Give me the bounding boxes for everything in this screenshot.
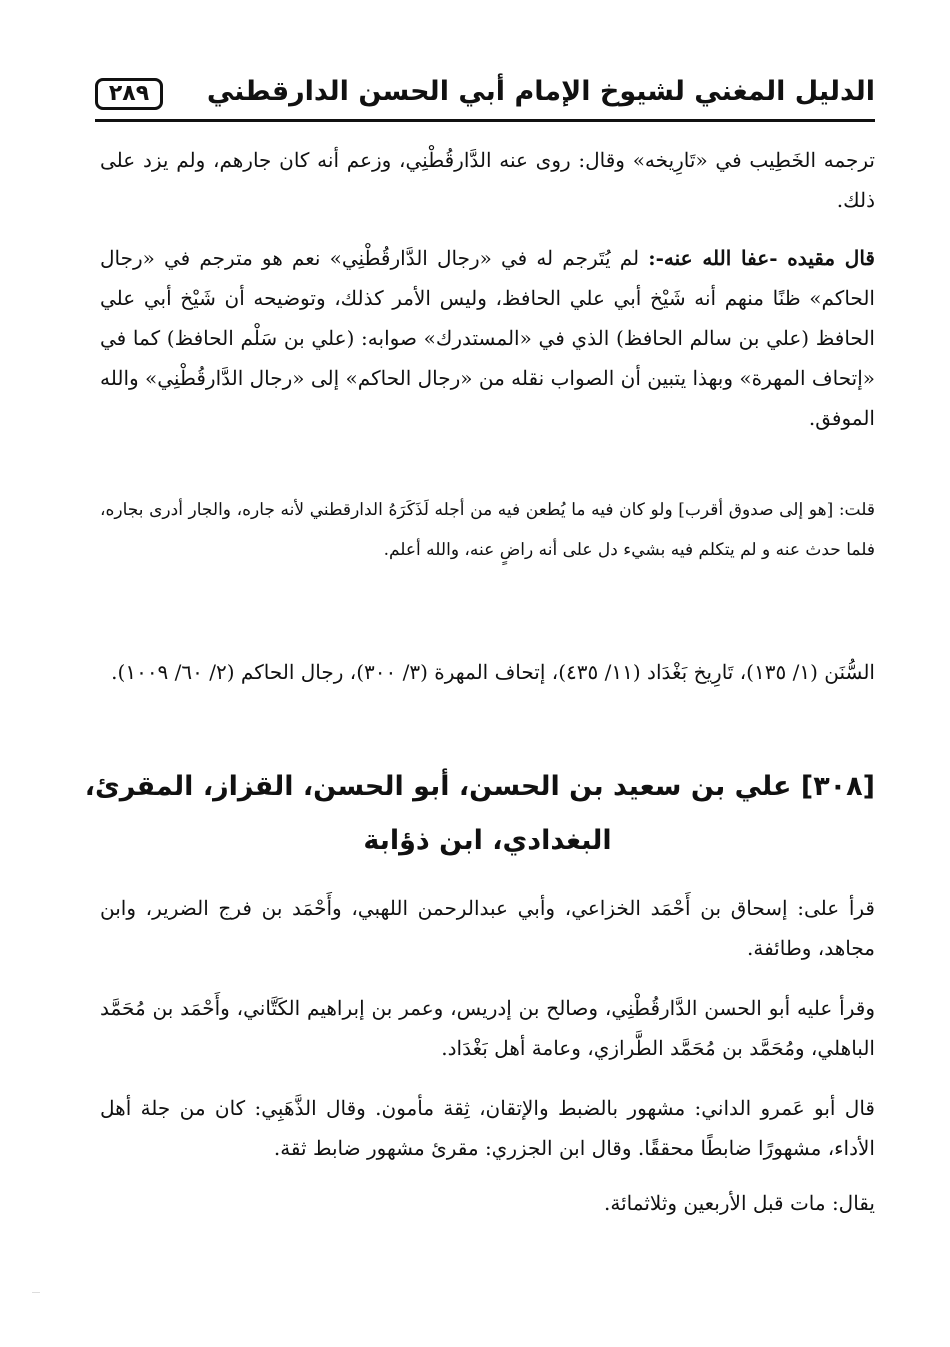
page-number: ٢٨٩ [95,78,163,110]
header-rule [95,119,875,122]
page-header [95,72,875,122]
scan-mark [32,1292,40,1293]
paragraph-sources: السُّنَن (١/ ١٣٥)، تَارِيخ بَغْدَاد (١١/ ٤٣٥)، إتحاف المهرة (٣/ ٣٠٠)، رجال الحاكم (٢/ ٦٠/ ١٠٠٩). [111,660,875,684]
entry-heading-line2: البغدادي، ابن ذؤابة [363,825,612,856]
paragraph-khatib: ترجمه الخَطِيب في «تَارِيخه» وقال: روى عنه الدَّارقُطْنِي، وزعم أنه كان جارهم، ولم يزد على ذلك. [100,148,875,212]
running-title: الدليل المغني لشيوخ الإمام أبي الحسن الدارقطني [206,76,875,107]
paragraph-death: يقال: مات قبل الأربعين وثلاثمائة. [604,1191,875,1215]
editor-note-lead: قال مقيده -عفا الله عنه-: [648,246,875,270]
paragraph-editor-note [100,238,875,438]
entry-heading [84,760,875,868]
entry-heading-line1: [٣٠٨] علي بن سعيد بن الحسن، أبو الحسن، القزاز، المقرئ، [84,771,875,802]
paragraph-qultu: قلت: [هو إلى صدوق أقرب] ولو كان فيه ما يُطعن فيه من أجله لَذَكَرَهُ الدارقطني لأنه جاره، والجار أدرى بجاره، فلما حدث عنه و لم يتكلم فيه بشيء دل على أنه راضٍ عنه، والله أعلم. [100,500,875,560]
paragraph-students: وقرأ عليه أبو الحسن الدَّارقُطْنِي، وصالح بن إدريس، وعمر بن إبراهيم الكَتَّاني، وأَحْمَد بن مُحَمَّد الباهلي، ومُحَمَّد بن مُحَمَّد الطَّرازي، وعامة أهل بَغْدَاد. [100,996,875,1060]
editor-note-text: لم يُتَرجم له في «رجال الدَّارقُطْنِي» نعم هو مترجم في «رجال الحاكم» ظنًا منهم أنه شَيْخ أبي علي الحافظ، وليس الأمر كذلك، وتوضيحه أن شَيْخ أبي علي الحافظ (علي بن سالم الحافظ) الذي في «المستدرك» صوابه: (علي بن سَلْم الحافظ) كما في «إتحاف المهرة» وبهذا يتبين أن الصواب نقله من «رجال الحاكم» إلى «رجال الدَّارقُطْنِي» والله الموفق. [100,246,875,430]
paragraph-grading: قال أبو عَمرو الداني: مشهور بالضبط والإتقان، ثِقة مأمون. وقال الذَّهَبِي: كان من جلة أهل الأداء، مشهورًا ضابطًا محققًا. وقال ابن الجزري: مقرئ مشهور ضابط ثقة. [100,1096,875,1160]
paragraph-teachers: قرأ على: إسحاق بن أَحْمَد الخزاعي، وأبي عبدالرحمن اللهبي، وأَحْمَد بن فرج الضرير، وابن مجاهد، وطائفة. [100,896,875,960]
